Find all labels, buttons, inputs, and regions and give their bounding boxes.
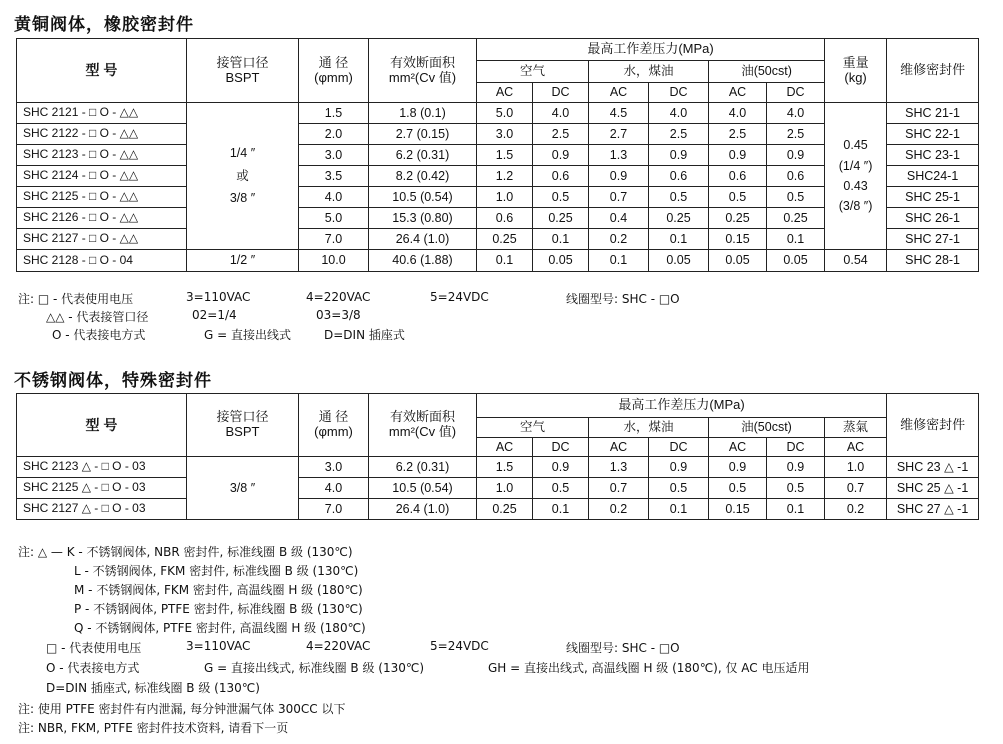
value-cell: 4.0: [767, 103, 825, 124]
model-cell: SHC 2128 - □ O - 04: [17, 250, 187, 272]
bore-cell: 3.0: [299, 457, 369, 478]
model-cell: SHC 2122 - □ O - △△: [17, 124, 187, 145]
value-cell: 0.9: [767, 145, 825, 166]
header-ac: AC: [589, 83, 649, 103]
value-cell: 0.6: [709, 166, 767, 187]
note-din: D=DIN 插座式: [324, 328, 405, 342]
header-ac: AC: [825, 438, 887, 457]
note-next-page: 注: NBR, FKM, PTFE 密封件技术资料, 请看下一页: [18, 721, 289, 735]
value-cell: 0.1: [649, 499, 709, 520]
note-l: L - 不锈钢阀体, FKM 密封件, 标准线圈 B 级 (130℃): [74, 564, 359, 578]
note-connection: O - 代表接电方式: [52, 328, 146, 342]
area-cell: 10.5 (0.54): [369, 478, 477, 499]
note-220vac: 4=220VAC: [306, 290, 371, 304]
value-cell: 1.2: [477, 166, 533, 187]
value-cell: 0.1: [767, 229, 825, 250]
value-cell: 0.5: [767, 187, 825, 208]
value-cell: 0.25: [649, 208, 709, 229]
port-group-cell: 1/4 ″ 或 3/8 ″: [187, 103, 299, 250]
note-220vac: 4=220VAC: [306, 639, 371, 653]
value-cell: 0.2: [825, 499, 887, 520]
value-cell: 3.0: [477, 124, 533, 145]
header-model: 型 号: [17, 394, 187, 457]
header-air: 空气: [477, 418, 589, 438]
value-cell: 0.2: [589, 499, 649, 520]
note-p: P - 不锈钢阀体, PTFE 密封件, 标准线圈 B 级 (130℃): [74, 602, 363, 616]
value-cell: 0.1: [649, 229, 709, 250]
model-cell: SHC 2127 △ - □ O - 03: [17, 499, 187, 520]
value-cell: 0.7: [825, 478, 887, 499]
area-cell: 26.4 (1.0): [369, 499, 477, 520]
table-row: [17, 457, 979, 478]
area-cell: 15.3 (0.80): [369, 208, 477, 229]
stainless-valve-table: [16, 393, 979, 520]
seal-cell: SHC 27-1: [887, 229, 979, 250]
bore-cell: 4.0: [299, 187, 369, 208]
value-cell: 0.7: [589, 187, 649, 208]
note-24vdc: 5=24VDC: [430, 290, 489, 304]
value-cell: 4.5: [589, 103, 649, 124]
value-cell: 0.9: [589, 166, 649, 187]
header-ac: AC: [477, 438, 533, 457]
note-110vac: 3=110VAC: [186, 639, 251, 653]
header-seal: 维修密封件: [887, 394, 979, 457]
value-cell: 0.05: [533, 250, 589, 272]
value-cell: 0.1: [533, 229, 589, 250]
value-cell: 0.5: [533, 187, 589, 208]
header-steam: 蒸氣: [825, 418, 887, 438]
header-area: 有效断面积 mm²(Cv 值): [369, 39, 477, 103]
note-24vdc: 5=24VDC: [430, 639, 489, 653]
bore-cell: 7.0: [299, 499, 369, 520]
header-weight: 重量 (kg): [825, 39, 887, 103]
value-cell: 2.5: [767, 124, 825, 145]
value-cell: 0.7: [589, 478, 649, 499]
value-cell: 0.5: [767, 478, 825, 499]
value-cell: 0.05: [709, 250, 767, 272]
seal-cell: SHC 27 △ -1: [887, 499, 979, 520]
table-row: [17, 103, 979, 124]
seal-cell: SHC 22-1: [887, 124, 979, 145]
note-coil-model: 线圈型号: SHC - □O: [566, 292, 680, 306]
value-cell: 0.9: [649, 457, 709, 478]
header-port: 接管口径 BSPT: [187, 39, 299, 103]
value-cell: 0.2: [589, 229, 649, 250]
table1-title: 黄铜阀体，橡胶密封件: [14, 15, 194, 35]
header-dc: DC: [533, 438, 589, 457]
value-cell: 0.9: [533, 145, 589, 166]
seal-cell: SHC 26-1: [887, 208, 979, 229]
note-voltage: □ - 代表使用电压: [46, 641, 142, 655]
note-connection: O - 代表接电方式: [46, 661, 140, 675]
table-row: [17, 499, 979, 520]
port-cell: 1/2 ″: [187, 250, 299, 272]
value-cell: 0.5: [709, 187, 767, 208]
header-model: 型 号: [17, 39, 187, 103]
bore-cell: 5.0: [299, 208, 369, 229]
model-cell: SHC 2124 - □ O - △△: [17, 166, 187, 187]
header-pressure: 最高工作差压力(MPa): [477, 394, 887, 418]
value-cell: 0.9: [533, 457, 589, 478]
value-cell: 4.0: [533, 103, 589, 124]
value-cell: 0.25: [767, 208, 825, 229]
value-cell: 0.5: [649, 478, 709, 499]
area-cell: 2.7 (0.15): [369, 124, 477, 145]
value-cell: 1.3: [589, 457, 649, 478]
model-cell: SHC 2127 - □ O - △△: [17, 229, 187, 250]
value-cell: 0.25: [533, 208, 589, 229]
header-ac: AC: [709, 438, 767, 457]
area-cell: 8.2 (0.42): [369, 166, 477, 187]
value-cell: 0.9: [649, 145, 709, 166]
seal-cell: SHC 23 △ -1: [887, 457, 979, 478]
note-m: M - 不锈钢阀体, FKM 密封件, 高温线圈 H 级 (180℃): [74, 583, 363, 597]
value-cell: 0.05: [767, 250, 825, 272]
area-cell: 26.4 (1.0): [369, 229, 477, 250]
value-cell: 0.9: [709, 457, 767, 478]
note-voltage: 注: □ - 代表使用电压: [18, 292, 134, 306]
table-row: [17, 250, 979, 272]
header-air: 空气: [477, 61, 589, 83]
value-cell: 0.5: [709, 478, 767, 499]
seal-cell: SHC 28-1: [887, 250, 979, 272]
note-port-02: 02=1/4: [192, 308, 237, 322]
value-cell: 1.3: [589, 145, 649, 166]
model-cell: SHC 2121 - □ O - △△: [17, 103, 187, 124]
header-ac: AC: [709, 83, 767, 103]
note-110vac: 3=110VAC: [186, 290, 251, 304]
header-oil: 油(50cst): [709, 61, 825, 83]
value-cell: 0.1: [533, 499, 589, 520]
seal-cell: SHC 25-1: [887, 187, 979, 208]
header-bore: 通 径 (φmm): [299, 394, 369, 457]
weight-group-cell: 0.45 (1/4 ″) 0.43 (3/8 ″): [825, 103, 887, 250]
header-ac: AC: [477, 83, 533, 103]
weight-cell: 0.54: [825, 250, 887, 272]
bore-cell: 1.5: [299, 103, 369, 124]
model-cell: SHC 2123 - □ O - △△: [17, 145, 187, 166]
value-cell: 2.7: [589, 124, 649, 145]
table-row: [17, 478, 979, 499]
value-cell: 0.5: [533, 478, 589, 499]
value-cell: 5.0: [477, 103, 533, 124]
value-cell: 0.25: [477, 499, 533, 520]
value-cell: 2.5: [649, 124, 709, 145]
note-din: D=DIN 插座式, 标准线圈 B 级 (130℃): [46, 681, 260, 695]
value-cell: 0.9: [767, 457, 825, 478]
note-port: △△ - 代表接管口径: [46, 310, 149, 324]
value-cell: 0.1: [767, 499, 825, 520]
header-oil: 油(50cst): [709, 418, 825, 438]
value-cell: 1.5: [477, 145, 533, 166]
value-cell: 0.25: [709, 208, 767, 229]
value-cell: 1.0: [825, 457, 887, 478]
note-direct-wire-h: GH = 直接出线式, 高温线圈 H 级 (180℃), 仅 AC 电压适用: [488, 661, 810, 675]
note-port-03: 03=3/8: [316, 308, 361, 322]
area-cell: 6.2 (0.31): [369, 457, 477, 478]
area-cell: 6.2 (0.31): [369, 145, 477, 166]
value-cell: 0.6: [649, 166, 709, 187]
notes-section-1: [18, 290, 978, 350]
header-ac: AC: [589, 438, 649, 457]
area-cell: 10.5 (0.54): [369, 187, 477, 208]
value-cell: 1.0: [477, 478, 533, 499]
value-cell: 4.0: [709, 103, 767, 124]
model-cell: SHC 2125 △ - □ O - 03: [17, 478, 187, 499]
value-cell: 0.25: [477, 229, 533, 250]
table2-title: 不锈钢阀体，特殊密封件: [14, 371, 212, 391]
value-cell: 4.0: [649, 103, 709, 124]
value-cell: 0.6: [533, 166, 589, 187]
value-cell: 0.6: [477, 208, 533, 229]
port-group-cell: 3/8 ″: [187, 457, 299, 520]
header-water: 水，煤油: [589, 61, 709, 83]
value-cell: 0.1: [477, 250, 533, 272]
bore-cell: 7.0: [299, 229, 369, 250]
value-cell: 0.15: [709, 499, 767, 520]
value-cell: 0.6: [767, 166, 825, 187]
bore-cell: 3.5: [299, 166, 369, 187]
bore-cell: 2.0: [299, 124, 369, 145]
header-dc: DC: [649, 83, 709, 103]
model-cell: SHC 2126 - □ O - △△: [17, 208, 187, 229]
note-direct-wire: G = 直接出线式: [204, 328, 291, 342]
note-k: 注: △ — K - 不锈钢阀体, NBR 密封件, 标准线圈 B 级 (130℃): [18, 545, 353, 559]
header-bore: 通 径 (φmm): [299, 39, 369, 103]
value-cell: 0.05: [649, 250, 709, 272]
model-cell: SHC 2125 - □ O - △△: [17, 187, 187, 208]
value-cell: 2.5: [709, 124, 767, 145]
note-direct-wire: G = 直接出线式, 标准线圈 B 级 (130℃): [204, 661, 425, 675]
value-cell: 0.1: [589, 250, 649, 272]
note-q: Q - 不锈钢阀体, PTFE 密封件, 高温线圈 H 级 (180℃): [74, 621, 366, 635]
value-cell: 0.9: [709, 145, 767, 166]
brass-valve-table: [16, 38, 979, 272]
seal-cell: SHC 25 △ -1: [887, 478, 979, 499]
model-cell: SHC 2123 △ - □ O - 03: [17, 457, 187, 478]
bore-cell: 4.0: [299, 478, 369, 499]
bore-cell: 3.0: [299, 145, 369, 166]
header-seal: 维修密封件: [887, 39, 979, 103]
area-cell: 40.6 (1.88): [369, 250, 477, 272]
value-cell: 0.15: [709, 229, 767, 250]
value-cell: 0.4: [589, 208, 649, 229]
value-cell: 0.5: [649, 187, 709, 208]
notes-section-2: [18, 543, 983, 738]
header-pressure: 最高工作差压力(MPa): [477, 39, 825, 61]
area-cell: 1.8 (0.1): [369, 103, 477, 124]
bore-cell: 10.0: [299, 250, 369, 272]
value-cell: 1.0: [477, 187, 533, 208]
value-cell: 2.5: [533, 124, 589, 145]
header-dc: DC: [649, 438, 709, 457]
header-area: 有效断面积 mm²(Cv 值): [369, 394, 477, 457]
seal-cell: SHC24-1: [887, 166, 979, 187]
header-water: 水，煤油: [589, 418, 709, 438]
header-dc: DC: [767, 83, 825, 103]
header-dc: DC: [533, 83, 589, 103]
seal-cell: SHC 23-1: [887, 145, 979, 166]
note-ptfe-leak: 注: 使用 PTFE 密封件有内泄漏, 每分钟泄漏气体 300CC 以下: [18, 702, 346, 716]
header-dc: DC: [767, 438, 825, 457]
seal-cell: SHC 21-1: [887, 103, 979, 124]
note-coil-model: 线圈型号: SHC - □O: [566, 641, 680, 655]
value-cell: 1.5: [477, 457, 533, 478]
header-port: 接管口径 BSPT: [187, 394, 299, 457]
